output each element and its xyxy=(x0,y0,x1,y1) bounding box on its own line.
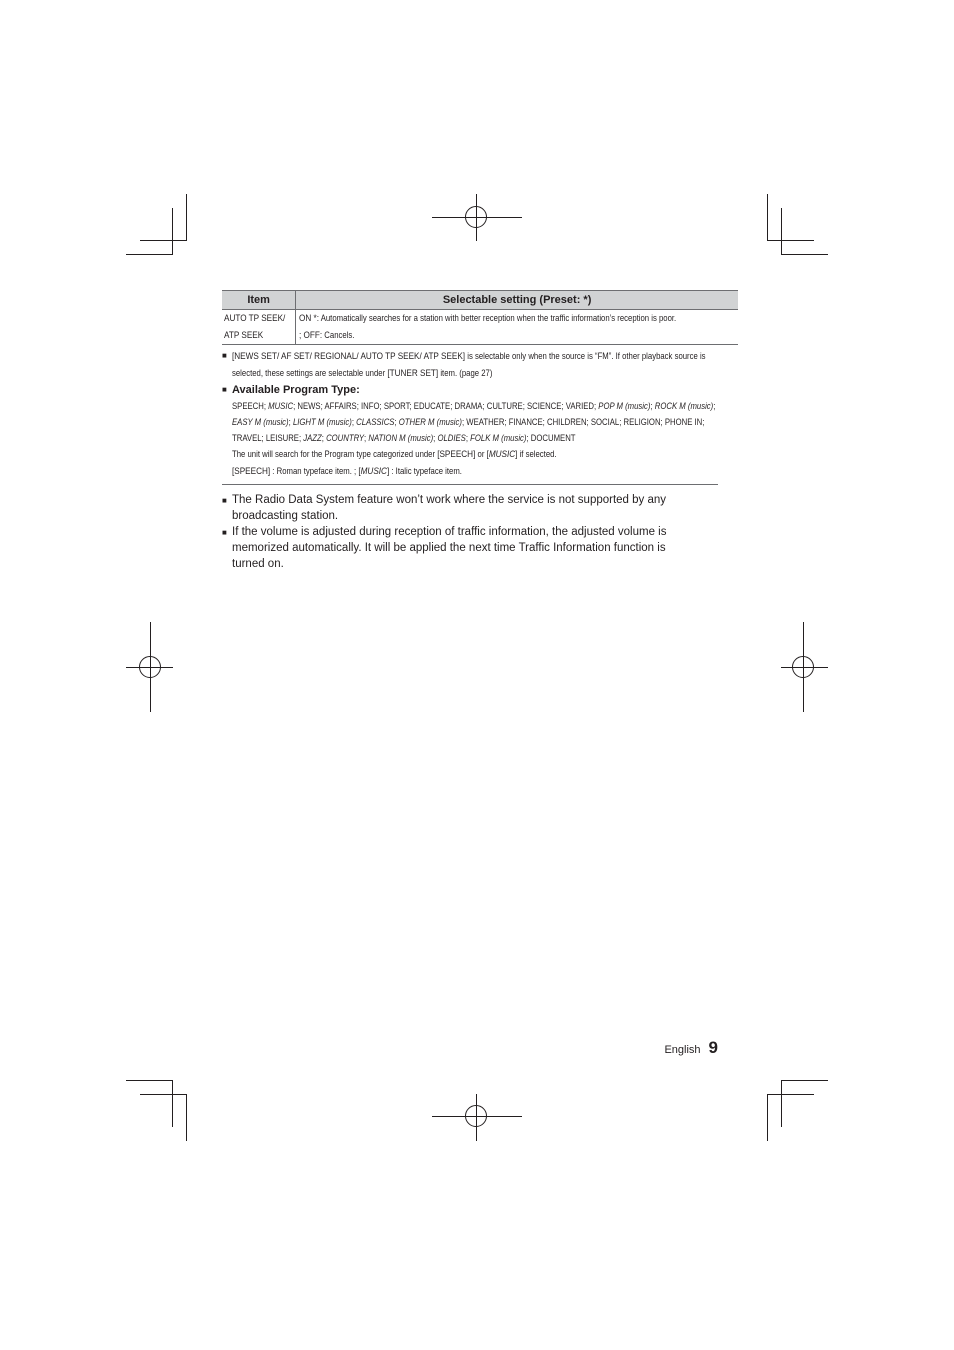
note-key: [SPEECH] xyxy=(232,466,271,477)
crop-mark xyxy=(140,1094,187,1095)
note-line: If the volume is adjusted during reception of traffic information, the adjusted volume is xyxy=(232,526,667,538)
general-notes xyxy=(222,492,718,572)
option-on-label: ON *: xyxy=(299,313,320,324)
program-type-text: TRAVEL; LEISURE; xyxy=(232,433,304,443)
crop-mark xyxy=(186,1094,187,1141)
option-off-label: OFF: xyxy=(303,330,323,341)
crop-mark xyxy=(186,194,187,241)
table-header-row xyxy=(222,291,738,310)
program-type-line xyxy=(232,430,650,446)
column-header-item: Item xyxy=(222,291,296,310)
note-line: memorized automatically. It will be applied the next time Traffic Information function is xyxy=(232,542,666,554)
crop-mark xyxy=(767,1094,768,1141)
note-keys: [NEWS SET/ AF SET/ REGIONAL/ AUTO TP SEEK/ ATP SEEK] xyxy=(232,351,466,362)
registration-circle xyxy=(139,656,161,678)
registration-circle xyxy=(465,206,487,228)
note-text: : Italic typeface item. xyxy=(389,466,462,476)
program-type-text: ; DOCUMENT xyxy=(526,433,576,443)
note-line: turned on. xyxy=(232,558,284,570)
bullet-square-icon: ■ xyxy=(222,351,227,360)
program-type-line xyxy=(232,398,716,414)
note-key: MUSIC xyxy=(488,449,516,460)
program-type-italic: COUNTRY xyxy=(326,433,365,443)
notes-block xyxy=(222,348,718,480)
crop-mark xyxy=(781,1080,782,1127)
crop-mark xyxy=(172,1080,173,1127)
program-type-text: ; xyxy=(713,401,716,411)
program-type-title: Available Program Type: xyxy=(232,384,360,396)
note-text: The unit will search for the Program type categorized under xyxy=(232,449,438,459)
program-type-text: ; xyxy=(433,433,438,443)
registration-circle xyxy=(792,656,814,678)
note-text: or xyxy=(475,449,487,459)
option-off-text: Cancels. xyxy=(322,330,355,340)
program-type-italic: FOLK M (music) xyxy=(470,433,527,443)
crop-mark xyxy=(767,194,768,241)
bullet-square-icon: ■ xyxy=(222,385,227,394)
settings-table xyxy=(222,290,738,345)
bullet-square-icon: ■ xyxy=(222,528,227,537)
note-text: if selected. xyxy=(517,449,557,459)
program-type-text: ; xyxy=(288,417,293,427)
program-type-italic: NATION M (music) xyxy=(368,433,434,443)
program-type-text: ; xyxy=(321,433,327,443)
program-type-text: SPEECH; xyxy=(232,401,269,411)
crop-mark xyxy=(781,208,782,255)
program-type-text: ; xyxy=(394,417,399,427)
crop-mark xyxy=(781,254,828,255)
program-type-text: ; xyxy=(364,433,369,443)
note-key: MUSIC xyxy=(360,466,387,477)
bullet-square-icon: ■ xyxy=(222,496,227,505)
note-key: ] xyxy=(386,466,390,477)
program-type-italic: LIGHT M (music) xyxy=(292,417,352,427)
note-item xyxy=(222,348,718,382)
crop-mark xyxy=(126,254,173,255)
program-type-italic: OTHER M (music) xyxy=(398,417,462,427)
page-number: 9 xyxy=(708,1038,718,1057)
language-label: English xyxy=(664,1044,701,1056)
option-on-text: Automatically searches for a station with better reception when the traffic information’s reception is poor. xyxy=(319,313,677,323)
registration-circle xyxy=(465,1105,487,1127)
item-name-line: AUTO TP SEEK/ xyxy=(224,313,286,324)
note-text: selected, these settings are selectable under xyxy=(232,368,388,378)
note-key: [SPEECH] xyxy=(437,449,476,460)
note-text: is selectable only when the source is “FM”. If other playback source is xyxy=(465,351,706,361)
crop-mark xyxy=(172,208,173,255)
program-type-text: ; xyxy=(465,433,471,443)
note-text: : Roman typeface item. ; xyxy=(270,466,359,476)
note-item xyxy=(222,382,718,480)
crop-mark xyxy=(767,1094,814,1095)
program-type-text: ; xyxy=(351,417,357,427)
note-key: [TUNER SET] xyxy=(387,368,439,379)
note-text: item. (page 27) xyxy=(438,368,493,378)
page-footer xyxy=(640,1038,718,1058)
program-type-italic: MUSIC xyxy=(268,401,294,411)
note-key: [ xyxy=(358,466,361,477)
program-type-italic: OLDIES xyxy=(437,433,466,443)
note-key: ] xyxy=(515,449,518,460)
program-type-line xyxy=(232,414,705,430)
table-row xyxy=(222,310,738,345)
program-type-italic: ROCK M (music) xyxy=(654,401,714,411)
note-line: broadcasting station. xyxy=(232,510,339,522)
note-line: The Radio Data System feature won’t work where the service is not supported by any xyxy=(232,494,667,506)
note-key: [ xyxy=(486,449,489,460)
program-type-italic: EASY M (music) xyxy=(232,417,289,427)
crop-mark xyxy=(126,1080,173,1081)
crop-mark xyxy=(767,240,814,241)
item-name-line: ATP SEEK xyxy=(224,330,264,341)
setting-cell xyxy=(296,310,738,345)
item-cell xyxy=(222,310,296,345)
program-type-italic: JAZZ xyxy=(303,433,322,443)
option-separator: ; xyxy=(299,330,304,341)
section-divider xyxy=(222,484,718,485)
program-type-text: ; NEWS; AFFAIRS; INFO; SPORT; EDUCATE; DRAMA; CULTURE; SCIENCE; VARIED; xyxy=(293,401,599,411)
program-type-text: ; xyxy=(650,401,655,411)
note-item xyxy=(222,492,718,524)
crop-mark xyxy=(781,1080,828,1081)
column-header-setting: Selectable setting (Preset: *) xyxy=(296,291,738,310)
crop-mark xyxy=(140,240,187,241)
program-type-italic: POP M (music) xyxy=(598,401,651,411)
program-type-italic: CLASSICS xyxy=(356,417,395,427)
note-item xyxy=(222,524,718,572)
program-type-text: ; WEATHER; FINANCE; CHILDREN; SOCIAL; RELIGION; PHONE IN; xyxy=(461,417,705,427)
